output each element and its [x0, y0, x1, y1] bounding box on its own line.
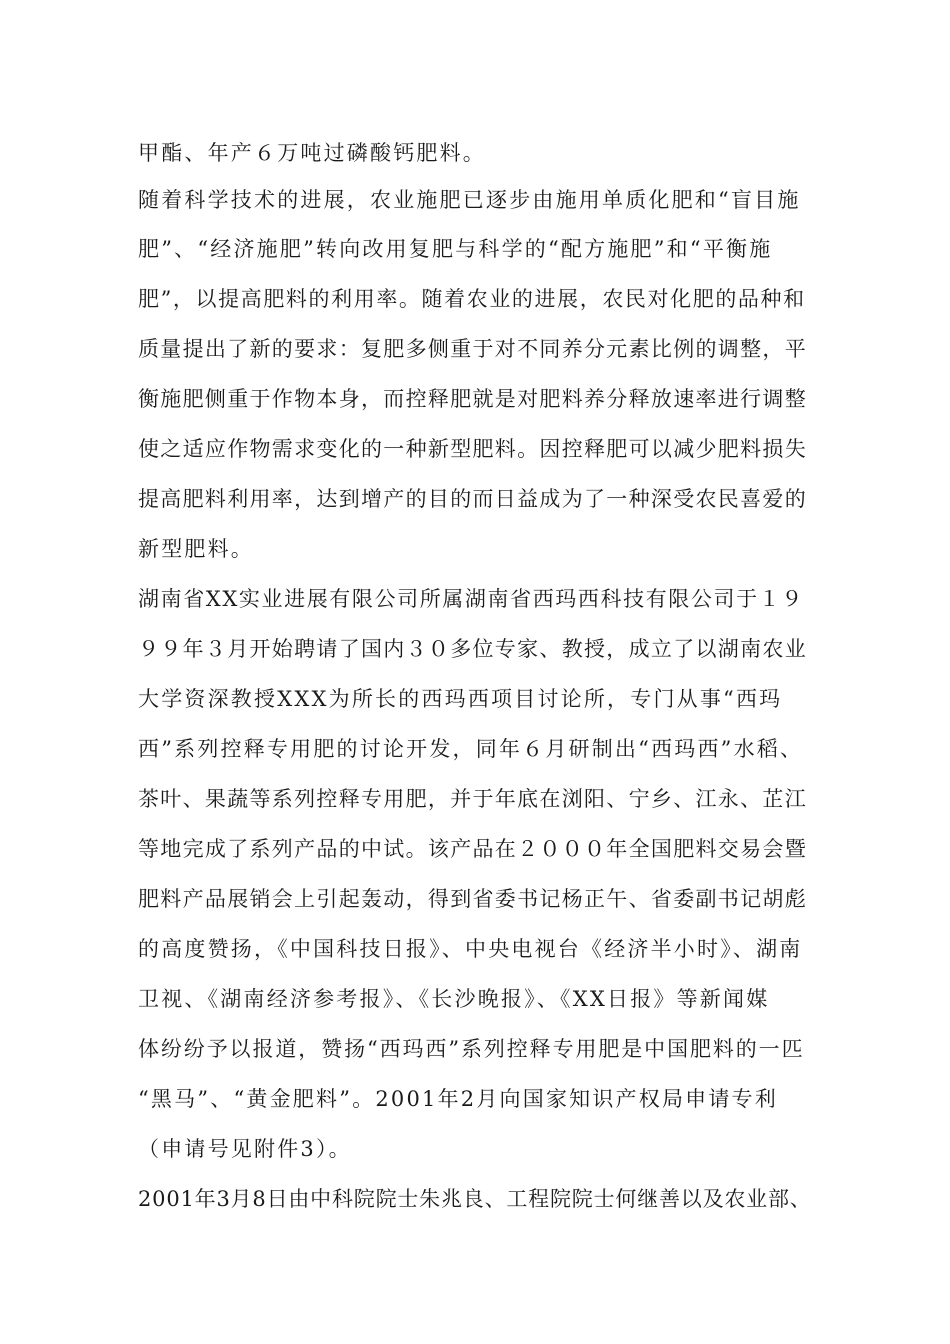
paragraph-line: 肥料产品展销会上引起轰动，得到省委书记杨正午、省委副书记胡彪: [138, 887, 807, 911]
paragraph-line: 等地完成了系列产品的中试。该产品在２０００年全国肥料交易会暨: [138, 837, 807, 861]
paragraph-line: 卫视、《湖南经济参考报》、《长沙晚报》、《XX日报》等新闻媒: [138, 987, 770, 1011]
paragraph-line: “黑马”、“黄金肥料”。2001年2月向国家知识产权局申请专利: [138, 1087, 778, 1111]
paragraph-line: 体纷纷予以报道，赞扬“西玛西”系列控释专用肥是中国肥料的一匹: [138, 1037, 805, 1061]
paragraph-line: 肥”、“经济施肥”转向改用复肥与科学的“配方施肥”和“平衡施: [138, 237, 773, 261]
paragraph-line: 质量提出了新的要求：复肥多侧重于对不同养分元素比例的调整，平: [138, 337, 807, 361]
paragraph-line: 的高度赞扬，《中国科技日报》、中央电视台《经济半小时》、湖南: [138, 937, 803, 961]
paragraph-line: （申请号见附件3）。: [138, 1137, 352, 1161]
paragraph-line: 衡施肥侧重于作物本身，而控释肥就是对肥料养分释放速率进行调整: [138, 387, 807, 411]
paragraph-line: 湖南省XX实业进展有限公司所属湖南省西玛西科技有限公司于１９: [138, 587, 804, 611]
paragraph-line: 甲酯、年产６万吨过磷酸钙肥料。: [138, 141, 486, 165]
paragraph-line: 肥”，以提高肥料的利用率。随着农业的进展，农民对化肥的品种和: [138, 287, 806, 311]
paragraph-line: 大学资深教授XXX为所长的西玛西项目讨论所，专门从事“西玛: [138, 687, 783, 711]
paragraph-line: 新型肥料。: [138, 537, 254, 561]
paragraph-line: ９９年３月开始聘请了国内３０多位专家、教授，成立了以湖南农业: [138, 637, 807, 661]
paragraph-line: 使之适应作物需求变化的一种新型肥料。因控释肥可以减少肥料损失: [138, 437, 807, 461]
paragraph-line: 随着科学技术的进展，农业施肥已逐步由施用单质化肥和“盲目施: [138, 188, 801, 212]
paragraph-line: 2001年3月8日由中科院院士朱兆良、工程院院士何继善以及农业部、: [138, 1187, 812, 1211]
paragraph-line: 茶叶、果蔬等系列控释专用肥，并于年底在浏阳、宁乡、江永、芷江: [138, 787, 807, 811]
paragraph-line: 西”系列控释专用肥的讨论开发，同年６月研制出“西玛西”水稻、: [138, 737, 804, 761]
paragraph-line: 提高肥料利用率，达到增产的目的而日益成为了一种深受农民喜爱的: [138, 487, 807, 511]
